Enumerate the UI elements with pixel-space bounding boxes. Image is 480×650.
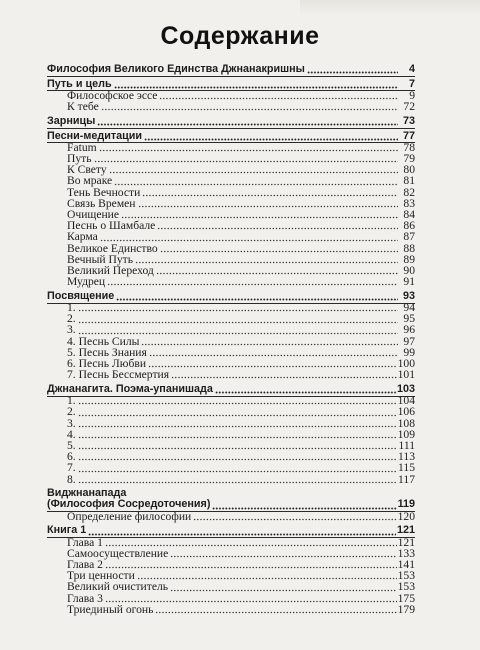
dot-leader (78, 396, 397, 405)
dot-leader (138, 199, 398, 208)
toc-entry-title: Посвящение (47, 289, 115, 302)
toc-page-number: 115 (398, 461, 415, 475)
dot-leader (148, 359, 397, 368)
toc-section-entry (47, 64, 415, 75)
toc-entry-title: Связь Времен (67, 196, 136, 210)
dot-leader (114, 177, 398, 186)
toc-subentry (47, 90, 415, 101)
dot-leader (78, 441, 398, 450)
toc-entry-title: Очищение (67, 208, 120, 222)
toc-entry-title: Книга 1 (47, 524, 87, 537)
toc-page-number: 88 (403, 241, 415, 255)
toc-entry-title: Философское эссе (67, 88, 158, 102)
toc-page-number: 93 (402, 289, 415, 302)
toc-section-entry (47, 291, 415, 302)
toc-entry-title: Глава 1 (67, 535, 103, 549)
toc-page-number: 111 (398, 438, 415, 452)
toc-subentry (47, 462, 415, 473)
toc-page-number: 82 (403, 185, 415, 199)
dot-leader (156, 266, 398, 275)
toc-subentry (47, 369, 415, 380)
dot-leader (144, 132, 398, 141)
toc-page-number: 117 (398, 472, 415, 486)
toc-page-number: 78 (403, 140, 415, 154)
toc-entry-title-line1: Виджнанапада (47, 487, 127, 500)
toc-entry-title: Карма (67, 230, 98, 244)
toc-entry-title: 1. (67, 394, 76, 408)
toc-page-number: 86 (403, 219, 415, 233)
dot-leader (78, 475, 397, 484)
dot-leader (157, 221, 398, 230)
dot-leader (307, 65, 398, 74)
toc-entry-title: 5. Песнь Знания (67, 345, 147, 359)
dot-leader (193, 512, 396, 521)
toc-entry-title: 3. (67, 416, 76, 430)
toc-entry-title: 6. (67, 450, 76, 464)
toc-entry-title: 3. (67, 323, 76, 337)
toc-entry-title-line2: (Философия Сосредоточения) (47, 498, 211, 511)
toc-page-number: 81 (403, 174, 415, 188)
toc-entry-title: Во мраке (67, 174, 113, 188)
dot-leader (171, 370, 397, 379)
toc-section-entry (47, 488, 415, 510)
dot-leader (141, 337, 398, 346)
toc-subentry (47, 604, 415, 615)
toc-page-number: 141 (397, 558, 415, 572)
dot-leader (78, 315, 398, 324)
toc-page-number: 153 (397, 569, 415, 583)
dot-leader (105, 538, 397, 547)
toc-entry-title: Песни-медитации (47, 129, 143, 142)
toc-entry-title-line2-wrap (47, 500, 415, 511)
dot-leader (78, 408, 397, 417)
toc-entry-title: К Свету (67, 163, 107, 177)
toc-entry-title: Песнь о Шамбале (67, 219, 156, 233)
toc-subentry (47, 474, 415, 485)
toc-page-number: 100 (397, 357, 415, 371)
toc-entry-title: Путь и цель (47, 77, 112, 90)
toc-section-entry (47, 525, 415, 536)
toc-entry-title: Самоосуществление (67, 546, 169, 560)
toc-entry-title: Fatum (67, 140, 97, 154)
table-of-contents (47, 64, 415, 615)
toc-page-number: 9 (409, 88, 415, 102)
toc-page-number: 106 (397, 405, 415, 419)
toc-page-number: 121 (397, 535, 415, 549)
toc-entry-title: 2. (67, 312, 76, 326)
toc-page-number: 4 (408, 62, 415, 75)
toc-subentry (47, 302, 415, 313)
dot-leader (94, 154, 398, 163)
toc-entry-title: 1. (67, 301, 76, 315)
toc-page-number: 72 (403, 100, 415, 114)
toc-entry-title: Путь (67, 152, 92, 166)
toc-subentry (47, 395, 415, 406)
toc-subentry (47, 276, 415, 287)
bleed-through-shadow (300, 0, 480, 16)
toc-page-number: 101 (397, 368, 415, 382)
dot-leader (88, 527, 396, 536)
toc-entry-title: 4. Песнь Силы (67, 334, 140, 348)
toc-page-number: 79 (403, 152, 415, 166)
toc-subentry (47, 220, 415, 231)
toc-page-number: 83 (403, 196, 415, 210)
toc-page-number: 179 (397, 602, 415, 616)
section-underline (47, 128, 415, 129)
toc-page-number: 99 (403, 345, 415, 359)
toc-page-number: 133 (397, 546, 415, 560)
toc-page-number: 109 (397, 427, 415, 441)
toc-page-number: 91 (403, 275, 415, 289)
toc-entry-title: Джнанагита. Поэма-упанишада (47, 383, 213, 396)
toc-subentry (47, 451, 415, 462)
toc-entry-title: Определение философии (67, 509, 192, 523)
toc-entry-title: 6. Песнь Любви (67, 357, 147, 371)
toc-entry-title: 8. (67, 472, 76, 486)
toc-page-number: 77 (402, 129, 415, 142)
toc-entry-title: Глава 2 (67, 558, 103, 572)
dot-leader (107, 277, 398, 286)
toc-page-number: 84 (403, 208, 415, 222)
dot-leader (78, 419, 397, 428)
toc-entry-title: Зарницы (47, 114, 96, 127)
toc-page-number: 121 (396, 524, 415, 537)
page-title: Содержание (160, 22, 320, 50)
toc-entry-title: Глава 3 (67, 591, 103, 605)
dot-leader (114, 80, 398, 89)
dot-leader (135, 255, 398, 264)
toc-entry-title: Триединый огонь (67, 602, 154, 616)
dot-leader (101, 102, 398, 111)
section-underline (47, 76, 415, 77)
dot-leader (109, 165, 398, 174)
toc-page-number: 7 (408, 77, 415, 90)
toc-page-number: 119 (397, 498, 415, 511)
toc-page-number: 120 (397, 509, 415, 523)
toc-section-entry (47, 384, 415, 395)
toc-subentry (47, 440, 415, 451)
toc-page-number: 94 (403, 301, 415, 315)
toc-page-number: 113 (398, 450, 415, 464)
toc-entry-title: Три ценности (67, 569, 135, 583)
toc-entry-title: Великое Единство (67, 241, 158, 255)
toc-subentry (47, 142, 415, 153)
dot-leader (78, 326, 398, 335)
toc-page-number: 73 (402, 114, 415, 127)
dot-leader (170, 583, 397, 592)
toc-page-number: 103 (396, 383, 415, 396)
toc-section-entry (47, 116, 415, 127)
dot-leader (121, 210, 398, 219)
toc-subentry (47, 511, 415, 522)
dot-leader (97, 117, 398, 126)
dot-leader (170, 549, 396, 558)
dot-leader (78, 452, 397, 461)
dot-leader (155, 605, 396, 614)
toc-page-number: 104 (397, 394, 415, 408)
dot-leader (100, 233, 398, 242)
toc-subentry (47, 429, 415, 440)
toc-entry-title: 2. (67, 405, 76, 419)
dot-leader (212, 501, 396, 510)
toc-subentry (47, 325, 415, 336)
toc-page-number: 175 (397, 591, 415, 605)
toc-page-number: 108 (397, 416, 415, 430)
dot-leader (160, 244, 398, 253)
toc-subentry (47, 175, 415, 186)
toc-subentry (47, 418, 415, 429)
dot-leader (99, 143, 398, 152)
toc-page-number: 80 (403, 163, 415, 177)
toc-entry-title: Вечный Путь (67, 252, 134, 266)
toc-entry-title: 5. (67, 438, 76, 452)
dot-leader (159, 91, 398, 100)
toc-page-number: 89 (403, 252, 415, 266)
toc-section-entry (47, 131, 415, 142)
dot-leader (116, 292, 398, 301)
toc-subentry (47, 101, 415, 112)
dot-leader (142, 188, 398, 197)
toc-entry-title: 7. Песнь Бессмертия (67, 368, 170, 382)
dot-leader (137, 571, 397, 580)
toc-page-number: 95 (403, 312, 415, 326)
toc-entry-title: Великий Переход (67, 263, 154, 277)
toc-entry-title: К тебе (67, 100, 99, 114)
toc-entry-title: Философия Великого Единства Джнанакришны (47, 62, 305, 75)
toc-page-number: 97 (403, 334, 415, 348)
toc-page-number: 87 (403, 230, 415, 244)
dot-leader (78, 464, 397, 473)
toc-subentry (47, 406, 415, 417)
dot-leader (149, 348, 398, 357)
dot-leader (105, 560, 397, 569)
toc-entry-title: 4. (67, 427, 76, 441)
toc-page-number: 96 (403, 323, 415, 337)
dot-leader (215, 385, 396, 394)
toc-entry-title: Великий очиститель (67, 580, 169, 594)
toc-subentry (47, 581, 415, 592)
toc-subentry (47, 231, 415, 242)
toc-page-number: 90 (403, 263, 415, 277)
dot-leader (105, 594, 397, 603)
dot-leader (78, 303, 398, 312)
toc-entry-title: Тень Вечности (67, 185, 141, 199)
toc-page-number: 153 (397, 580, 415, 594)
dot-leader (78, 430, 397, 439)
toc-entry-title: 7. (67, 461, 76, 475)
toc-subentry (47, 313, 415, 324)
toc-entry-title: Мудрец (67, 275, 106, 289)
